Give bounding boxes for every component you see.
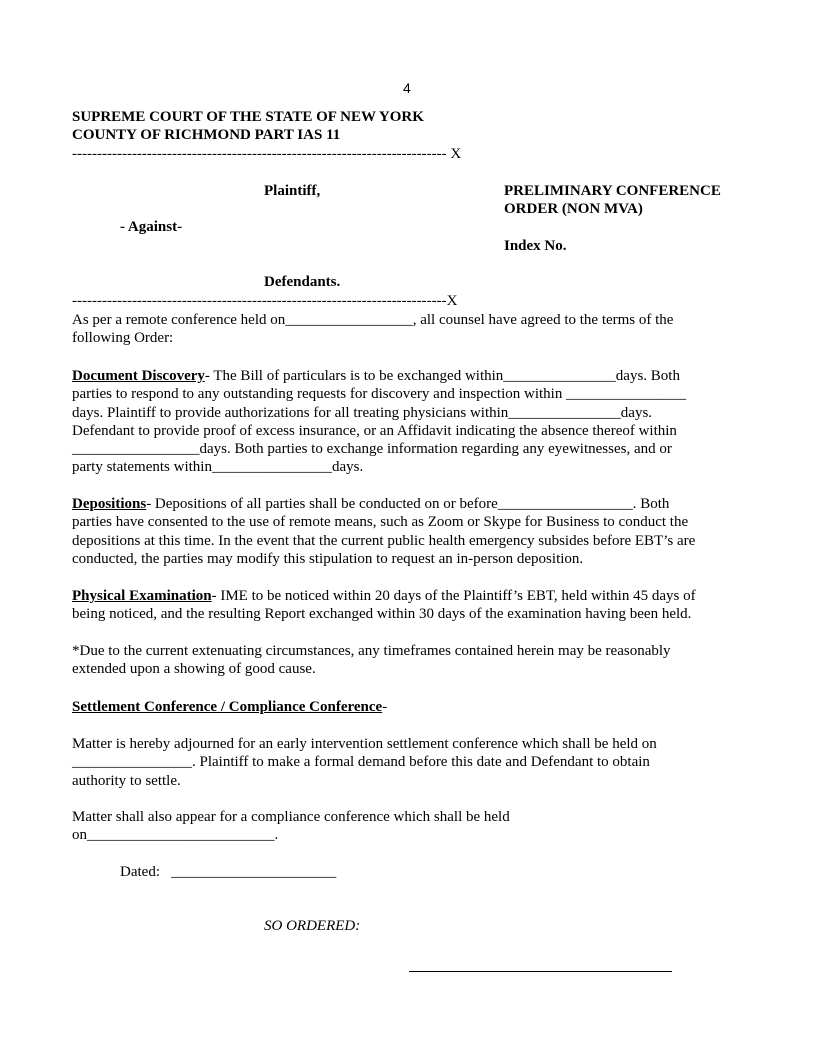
adjournment-paragraph: Matter is hereby adjourned for an early intervention settlement conference which shall be held on ________________. Plaintiff to make a formal demand before this date and Defendant to obtain authority to settle. xyxy=(72,736,657,789)
page-number: 4 xyxy=(403,80,411,96)
depositions-section: Depositions- Depositions of all parties shall be conducted on or before__________________. Both parties have consented to the use of remote means, such as Zoom or Skype for Business to conduct the depositions at this time. In the event that the current public health emergency subsides before EBT’s are conducted, the parties may modify this stipulation to request an in-person deposition. xyxy=(72,496,696,567)
document-discovery-heading: Document Discovery xyxy=(72,368,205,384)
so-ordered-label: SO ORDERED: xyxy=(264,918,361,934)
court-name: SUPREME COURT OF THE STATE OF NEW YORK xyxy=(72,109,424,125)
plaintiff-label: Plaintiff, xyxy=(264,183,321,199)
order-title-line2: ORDER (NON MVA) xyxy=(504,201,643,217)
document-discovery-section: Document Discovery- The Bill of particulars is to be exchanged within_______________days. Both parties to respond to any outstanding requests for discovery and inspection within ________________ days. Plaintiff to provide authorizations for all treating physicians within_______________days. Defendant to provide proof of excess insurance, or an Affidavit indicating the absence thereof within _________________days. Both parties to exchange information regarding any eyewitnesses, and or party statements within________________days. xyxy=(72,368,687,476)
settlement-section-heading: Settlement Conference / Compliance Conference- xyxy=(72,699,388,715)
intro-paragraph: As per a remote conference held on_________________, all counsel have agreed to the terms of the following Order: xyxy=(72,312,674,347)
physical-exam-heading: Physical Examination xyxy=(72,588,212,604)
physical-exam-section: Physical Examination- IME to be noticed within 20 days of the Plaintiff’s EBT, held within 45 days of being noticed, and the resulting Report exchanged within 30 days of the examination having been held. xyxy=(72,588,696,623)
index-no-label: Index No. xyxy=(504,238,567,254)
compliance-paragraph: Matter shall also appear for a compliance conference which shall be held on_________________________. xyxy=(72,809,510,844)
depositions-heading: Depositions xyxy=(72,496,147,512)
county-name: COUNTY OF RICHMOND PART IAS 11 xyxy=(72,127,341,143)
dated-label: Dated: xyxy=(120,864,160,880)
dated-line xyxy=(120,864,336,881)
against-label: - Against- xyxy=(120,219,183,235)
caption-rule-top: --------------------------------------------------------------------------- X xyxy=(72,146,462,162)
caption-rule-bottom: ---------------------------------------------------------------------------X xyxy=(72,293,458,309)
judge-signature-line xyxy=(409,971,672,972)
timeframe-note: *Due to the current extenuating circumstances, any timeframes contained herein may be reasonably extended upon a showing of good cause. xyxy=(72,643,671,678)
defendants-label: Defendants. xyxy=(264,274,341,290)
dated-blank: ______________________ xyxy=(171,864,337,880)
order-title-line1: PRELIMINARY CONFERENCE xyxy=(504,183,721,199)
